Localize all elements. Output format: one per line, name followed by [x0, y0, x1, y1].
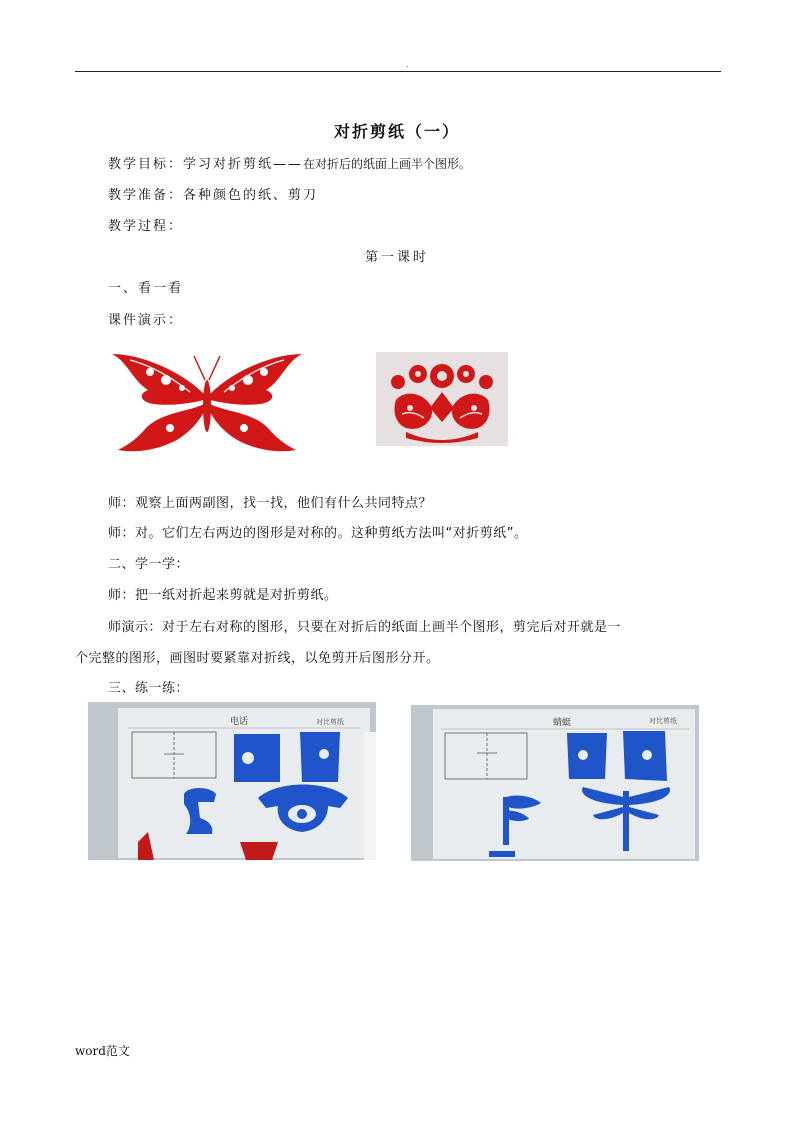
dragonfly-practice-photo	[411, 705, 699, 861]
footer-label: word范文	[75, 1044, 130, 1058]
lesson-heading: 第一课时	[364, 250, 429, 265]
section-look: 一、看一看	[108, 281, 184, 296]
teaching-goal	[108, 153, 471, 172]
teaching-goal-rest: 在对折后的纸面上画半个图形。	[303, 157, 472, 171]
section-practice: 三、练一练：	[108, 681, 190, 696]
teacher-answer: 师：对。它们左右两边的图形是对称的。这种剪纸方法叫“对折剪纸”。	[108, 526, 528, 541]
learn-paragraph-1: 师：把一纸对折起来剪就是对折剪纸。	[108, 588, 338, 603]
teaching-prep: 教学准备：各种颜色的纸、剪刀	[108, 188, 319, 203]
courseware-demo: 课件演示：	[108, 313, 184, 328]
header-dot: .	[406, 60, 409, 69]
teaching-goal-label: 教学目标：学习对折剪纸——	[108, 157, 304, 172]
photo-2-caption: 蜻蜓	[553, 718, 572, 728]
header-rule	[75, 71, 721, 72]
page-title: 对折剪纸（一）	[333, 122, 460, 141]
section-learn: 二、学一学：	[108, 557, 190, 572]
telephone-practice-photo	[88, 702, 376, 860]
teacher-question: 师：观察上面两副图，找一找，他们有什么共同特点？	[108, 496, 433, 511]
flower-bird-papercut-image	[376, 352, 508, 446]
learn-paragraph-2b: 个完整的图形，画图时要紧靠对折线，以免剪开后图形分开。	[75, 651, 440, 666]
photo-1-tag: 对比剪纸	[316, 718, 344, 726]
photo-1-caption: 电话	[230, 717, 249, 727]
photo-2-tag: 对比剪纸	[649, 717, 677, 725]
butterfly-papercut-image	[110, 350, 304, 454]
learn-paragraph-2a: 师演示：对于左右对称的图形，只要在对折后的纸面上画半个图形，剪完后对开就是一	[108, 620, 622, 635]
teaching-process: 教学过程：	[108, 219, 184, 234]
